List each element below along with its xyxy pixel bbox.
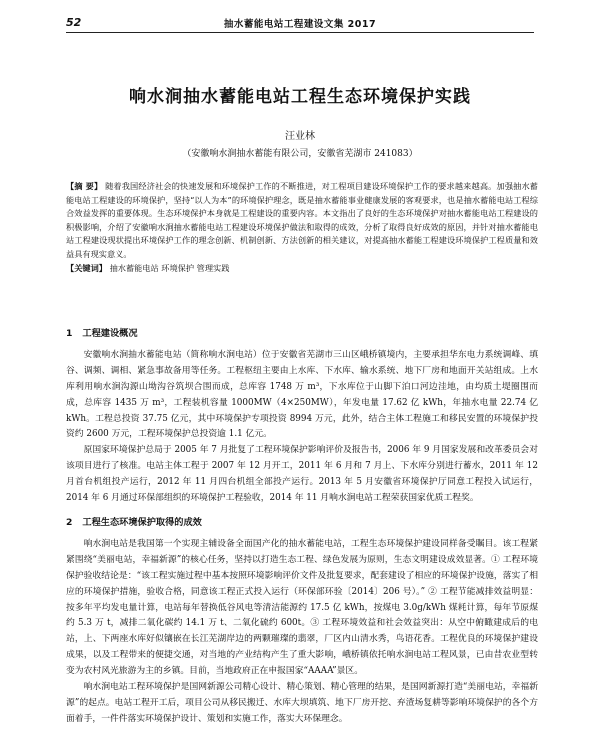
paragraph: 响水涧电站工程环境保护是国网新源公司精心设计、精心策划、精心管理的结果，是国网新源打造“美丽电站，幸福新源”的起点。电站工程开工后，项目公司从移民搬迁、水库大坝填筑、地下厂房开挖、弃渣场复耕等影响环境保护的各个方面着手，一件件落实环境保护设计、策划和实施工作，落实大环保理念。 (66, 682, 538, 724)
abstract-paragraph (66, 180, 538, 262)
body-text (66, 318, 538, 728)
section-heading (66, 326, 538, 342)
section-number: 2 (66, 516, 73, 528)
page-number: 52 (66, 16, 82, 29)
abstract (66, 180, 538, 275)
keywords-label: 【关键词】 (66, 262, 107, 273)
section-heading (66, 515, 538, 531)
abstract-label: 【摘 要】 (66, 181, 103, 191)
section-number: 1 (66, 328, 73, 339)
section-title: 工程建设概况 (82, 328, 138, 339)
journal-title: 抽水蓄能电站工程建设文集 2017 (223, 19, 377, 30)
affiliation: （安徽响水涧抽水蓄能有限公司，安徽省芜湖市 241083） (182, 149, 418, 159)
paper-title: 响水涧抽水蓄能电站工程生态环境保护实践 (129, 87, 471, 107)
author: 汪业林 (285, 131, 315, 142)
paragraph: 原国家环境保护总局于 2005 年 7 月批复了工程环境保护影响评价及报告书，2006 年 9 月国家发展和改革委员会对该项目进行了核准。电站主体工程于 2007 年 12 月开工，2011 年 6 月和 7 月上、下水库分别进行蓄水，2011 年 12 月首台机组投产运行，2012 年 11 月四台机组全部投产运行。2013 年 5 月安徽省环境保护厅同意工程投入试运行，2014 年 6 月通过环保部组织的环境保护工程验收，2014 年 11 月响水涧电站工程荣获国家优质工程奖。 (66, 445, 538, 504)
section-title: 工程生态环境保护取得的成效 (82, 516, 202, 528)
paragraph: 安徽响水涧抽水蓄能电站（简称响水涧电站）位于安徽省芜湖市三山区峨桥镇境内，主要承担华东电力系统调峰、填谷、调频、调相、紧急事故备用等任务。工程枢纽主要由上水库、下水库、输水系统、地下厂房和地面开关站组成。上水库利用响水涧沟源山坳沟谷筑坝合围而成，总库容 1748 万 m³，下水库位于山脚下泊口河边洼地，由均质土堤圈围而成，总库容 1435 万 m³，工程装机容量 1000MW（4×250MW），年发电量 17.62 亿 kWh，年抽水电量 22.74 亿 kWh。工程总投资 37.75 亿元，其中环境保护专项投资 8994 万元，此外，结合主体工程施工和移民安置的环境保护投资约 2600 万元，工程环境保护总投资逾 1.1 亿元。 (66, 349, 538, 440)
abstract-text: 随着我国经济社会的快速发展和环境保护工作的不断推进，对工程项目建设环境保护工作的要求越来越高。加强抽水蓄能电站工程建设的环境保护，坚持“以人为本”的环境保护理念，既是抽水蓄能事业健康发展的客观要求，也是抽水蓄能电站工程综合效益发挥的重要体现。生态环境保护本身就是工程建设的重要内容。本文指出了良好的生态环境保护对抽水蓄能电站工程建设的积极影响，介绍了安徽响水涧抽水蓄能电站工程建设环境保护做法和取得的成效，分析了取得良好成效的原因，并针对抽水蓄能电站工程建设现状提出环境保护工作的理念创新、机制创新、方法创新的相关建议，对提高抽水蓄能工程建设环境保护工程质量和效益具有现实意义。 (66, 181, 538, 259)
paragraph: 响水涧电站是我国第一个实现主辅设备全面国产化的抽水蓄能电站，工程生态环境保护建设同样备受瞩目。该工程紧紧围绕“美丽电站，幸福新源”的核心任务，坚持以打造生态工程、绿色发展为原则，生态文明建设成效显著。① 工程环境保护验收结论是：“该工程实施过程中基本按照环境影响评价文件及批复要求，配套建设了相应的环境保护设施，落实了相应的环境保护措施，验收合格，同意该工程正式投入运行（环保部环验〔2014〕206 号）。” ② 工程节能减排效益明显：按多年平均发电量计算，电站每年替换低谷风电等清洁能源约 17.5 亿 kWh，按煤电 3.0g/kWh 煤耗计算，每年节原煤约 5.3 万 t，减排二氧化碳约 14.1 万 t、二氧化硫约 600t。③ 工程环境效益和社会效益突出：从空中俯瞰建成后的电站，上、下两座水库好似镶嵌在长江芜湖岸边的两颗璀璨的翡翠，厂区内山清水秀，鸟语花香。工程优良的环境保护建设成果，以及工程带来的便捷交通，对当地的产业结构产生了重大影响，峨桥镇依托响水涧电站工程风景，已由昔农业型转变为农村风光旅游为主的乡镇。目前，当地政府正在申报国家“AAAA”景区。 (66, 538, 538, 677)
keywords-text: 抽水蓄能电站 环境保护 管理实践 (109, 262, 230, 273)
running-header (66, 12, 534, 33)
keywords (66, 262, 538, 276)
